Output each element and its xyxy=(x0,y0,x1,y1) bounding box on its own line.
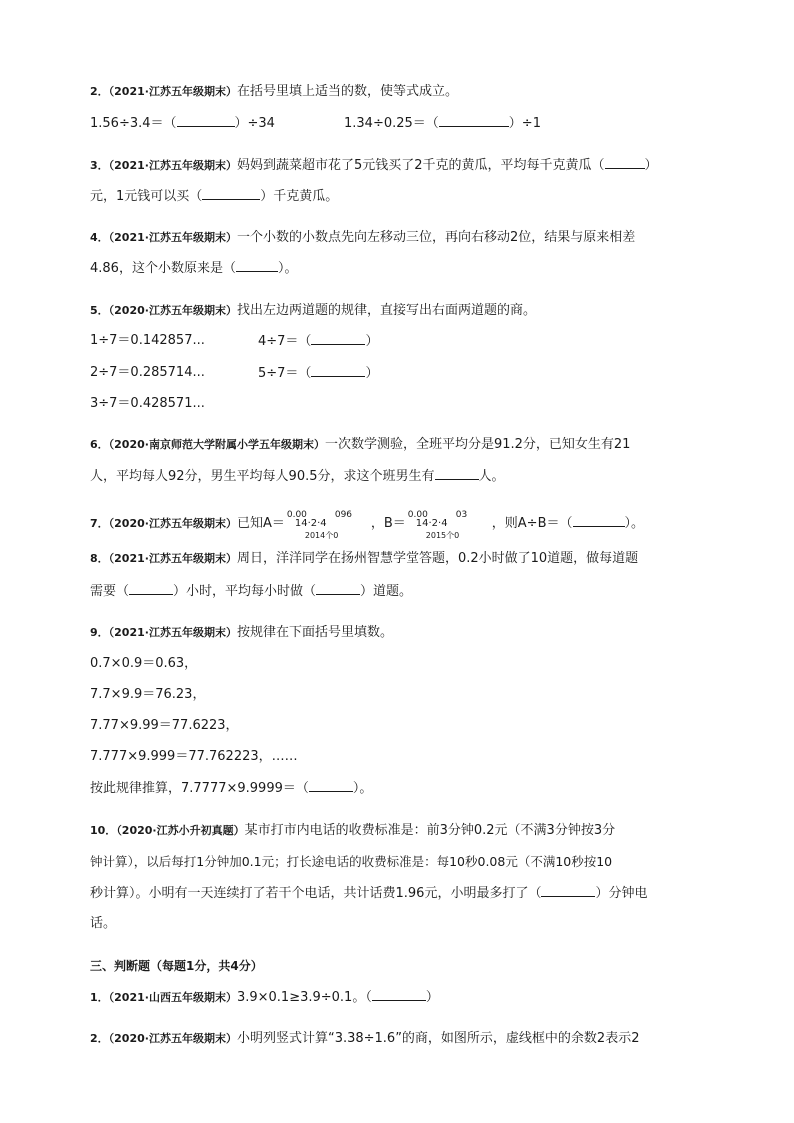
q3-blank-a[interactable] xyxy=(605,156,645,169)
q7-number: 7． xyxy=(90,517,109,530)
q3-line2 xyxy=(90,187,338,206)
q10-line2: 钟计算），以后每打1分钟加0.1元；打长途电话的收费标准是：每10秒0.08元（不满10秒按10 xyxy=(90,854,613,869)
q3-text1: 妈妈到蔬菜超市花了5元钱买了2千克的黄瓜，平均每千克黄瓜（ xyxy=(236,158,605,173)
q6-text2b: 人。 xyxy=(478,469,505,484)
q4-number: 4． xyxy=(90,231,109,244)
q2-line1 xyxy=(90,83,458,101)
q7-b-middle: 14·2·4 xyxy=(415,517,448,529)
j1-text-a: 3.9×0.1≥3.9÷0.1。（ xyxy=(236,990,372,1005)
q2-source-tag: （2021·江苏五年级期末） xyxy=(108,85,237,98)
q5-text: 找出左边两道题的规律，直接写出右面两道题的商。 xyxy=(236,303,536,318)
q3-number: 3． xyxy=(90,159,109,172)
q5-blank-2[interactable] xyxy=(311,364,365,377)
j1-number: 1． xyxy=(90,991,109,1004)
q6-blank[interactable] xyxy=(435,467,479,480)
q7-a-leading: 0.00 xyxy=(286,509,307,520)
q7-number-a xyxy=(285,509,371,540)
q7-blank[interactable] xyxy=(573,514,625,527)
q2-line2 xyxy=(90,114,275,133)
q8-text2c: ）道题。 xyxy=(360,584,413,599)
q4-line2 xyxy=(90,259,297,278)
q7-b-ending: 03 xyxy=(455,509,468,520)
q4-line1 xyxy=(90,229,635,247)
q2-blank-b[interactable] xyxy=(439,114,509,127)
q9-pattern-4: 7.777×9.999＝77.762223，…… xyxy=(90,749,298,764)
q6-source-tag: （2020·南京师范大学附属小学五年级期末） xyxy=(108,438,325,451)
q10-blank[interactable] xyxy=(541,884,595,897)
q9-question-b: ）。 xyxy=(352,781,373,796)
q5-blank-1[interactable] xyxy=(311,332,365,345)
q7-source-tag: （2020·江苏五年级期末） xyxy=(108,517,237,530)
q3-text2b: ）千克黄瓜。 xyxy=(260,189,339,204)
q10-line4: 话。 xyxy=(90,916,117,931)
q5-row1-right xyxy=(258,332,378,351)
j1-line xyxy=(90,988,439,1007)
q2-number: 2． xyxy=(90,85,109,98)
q7-text-a: 已知A＝ xyxy=(236,516,285,531)
q5-row2-right-a: 5÷7＝（ xyxy=(258,366,312,381)
q7-line xyxy=(90,509,645,540)
q4-text2a: 4.86，这个小数原来是（ xyxy=(90,261,236,276)
q3-source-tag: （2021·江苏五年级期末） xyxy=(108,159,237,172)
q8-blank-a[interactable] xyxy=(129,582,173,595)
q10-text1: 某市打市内电话的收费标准是：前3分钟0.2元（不满3分钟按3分 xyxy=(244,823,616,838)
q7-text-c: ，则A÷B＝（ xyxy=(491,516,573,531)
q2-text: 在括号里填上适当的数，使等式成立。 xyxy=(236,84,458,99)
q2-a-right: ）÷34 xyxy=(234,116,275,131)
q8-number: 8． xyxy=(90,552,109,565)
q8-text2b: ）小时，平均每小时做（ xyxy=(173,584,317,599)
q5-row1-right-a: 4÷7＝（ xyxy=(258,334,312,349)
q6-line1 xyxy=(90,436,630,454)
q10-text3b: ）分钟电 xyxy=(595,886,648,901)
q7-b-zero-count: 2015个0 xyxy=(425,530,460,540)
q9-pattern-3: 7.77×9.99＝77.6223， xyxy=(90,718,239,733)
j1-source-tag: （2021·山西五年级期末） xyxy=(108,991,237,1004)
q5-row3-left: 3÷7＝0.428571... xyxy=(90,396,205,411)
q8-text1: 周日，洋洋同学在扬州智慧学堂答题，0.2小时做了10道题，做每道题 xyxy=(236,551,639,566)
q7-b-leading: 0.00 xyxy=(407,509,428,520)
j1-blank[interactable] xyxy=(372,988,426,1001)
q8-source-tag: （2021·江苏五年级期末） xyxy=(108,552,237,565)
section-3-title: 三、判断题（每题1分，共4分） xyxy=(90,959,263,973)
q2-line2b xyxy=(344,114,541,133)
q7-text-b: ，B＝ xyxy=(370,516,406,531)
q7-a-ending: 096 xyxy=(334,509,353,520)
q10-line3 xyxy=(90,884,647,903)
q4-text2b: ）。 xyxy=(277,261,298,276)
q5-row2-right xyxy=(258,364,378,383)
q2-b-right: ）÷1 xyxy=(508,116,541,131)
j2-text: 小明列竖式计算“3.38÷1.6”的商，如图所示，虚线框中的余数2表示2 xyxy=(236,1031,640,1046)
q9-source-tag: （2021·江苏五年级期末） xyxy=(108,626,237,639)
q8-text2a: 需要（ xyxy=(90,584,130,599)
q2-blank-a[interactable] xyxy=(177,114,235,127)
q6-text2a: 人，平均每人92分，男生平均每人90.5分，求这个班男生有 xyxy=(90,469,435,484)
q3-text2a: 元，1元钱可以买（ xyxy=(90,189,203,204)
q10-line1 xyxy=(90,822,615,840)
q9-pattern-2: 7.7×9.9＝76.23， xyxy=(90,687,206,702)
q8-blank-b[interactable] xyxy=(316,582,360,595)
q4-source-tag: （2021·江苏五年级期末） xyxy=(108,231,237,244)
q5-row2-right-b: ） xyxy=(365,366,379,381)
j2-source-tag: （2020·江苏五年级期末） xyxy=(108,1032,237,1045)
q5-number: 5． xyxy=(90,304,109,317)
q3-blank-b[interactable] xyxy=(202,187,260,200)
q4-blank[interactable] xyxy=(236,259,278,272)
q2-a-left: 1.56÷3.4＝（ xyxy=(90,116,177,131)
q4-text1: 一个小数的小数点先向左移动三位，再向右移动2位，结果与原来相差 xyxy=(236,230,636,245)
q9-text: 按规律在下面括号里填数。 xyxy=(236,625,393,640)
q9-blank[interactable] xyxy=(309,779,353,792)
q8-line2 xyxy=(90,582,412,601)
q7-text-d: ）。 xyxy=(624,516,645,531)
q3-text1-end: ） xyxy=(644,158,658,173)
q3-line1 xyxy=(90,156,658,175)
q6-number: 6． xyxy=(90,438,109,451)
q9-pattern-1: 0.7×0.9＝0.63， xyxy=(90,656,198,671)
j1-text-b: ） xyxy=(425,990,439,1005)
q9-line1 xyxy=(90,624,393,642)
q5-row2-left: 2÷7＝0.285714... xyxy=(90,365,205,380)
q10-source-tag: （2020·江苏小升初真题） xyxy=(116,824,245,837)
q9-question xyxy=(90,779,372,798)
q10-text3a: 秒计算）。小明有一天连续打了若干个电话，共计话费1.96元，小明最多打了（ xyxy=(90,886,542,901)
q7-a-middle: 14·2·4 xyxy=(294,517,327,529)
q5-row1-right-b: ） xyxy=(365,334,379,349)
q5-line1 xyxy=(90,302,536,320)
q8-line1 xyxy=(90,550,638,568)
q10-number: 10． xyxy=(90,824,117,837)
q6-text1: 一次数学测验，全班平均分是91.2分，已知女生有21 xyxy=(324,437,631,452)
q6-line2 xyxy=(90,467,505,486)
q2-b-left: 1.34÷0.25＝（ xyxy=(344,116,439,131)
j2-number: 2． xyxy=(90,1032,109,1045)
q7-number-b xyxy=(406,509,492,540)
q9-number: 9． xyxy=(90,626,109,639)
q5-row1-left: 1÷7＝0.142857... xyxy=(90,333,205,348)
q5-source-tag: （2020·江苏五年级期末） xyxy=(108,304,237,317)
q9-question-a: 按此规律推算，7.7777×9.9999＝（ xyxy=(90,781,309,796)
q7-a-zero-count: 2014个0 xyxy=(304,530,339,540)
j2-line xyxy=(90,1030,639,1048)
